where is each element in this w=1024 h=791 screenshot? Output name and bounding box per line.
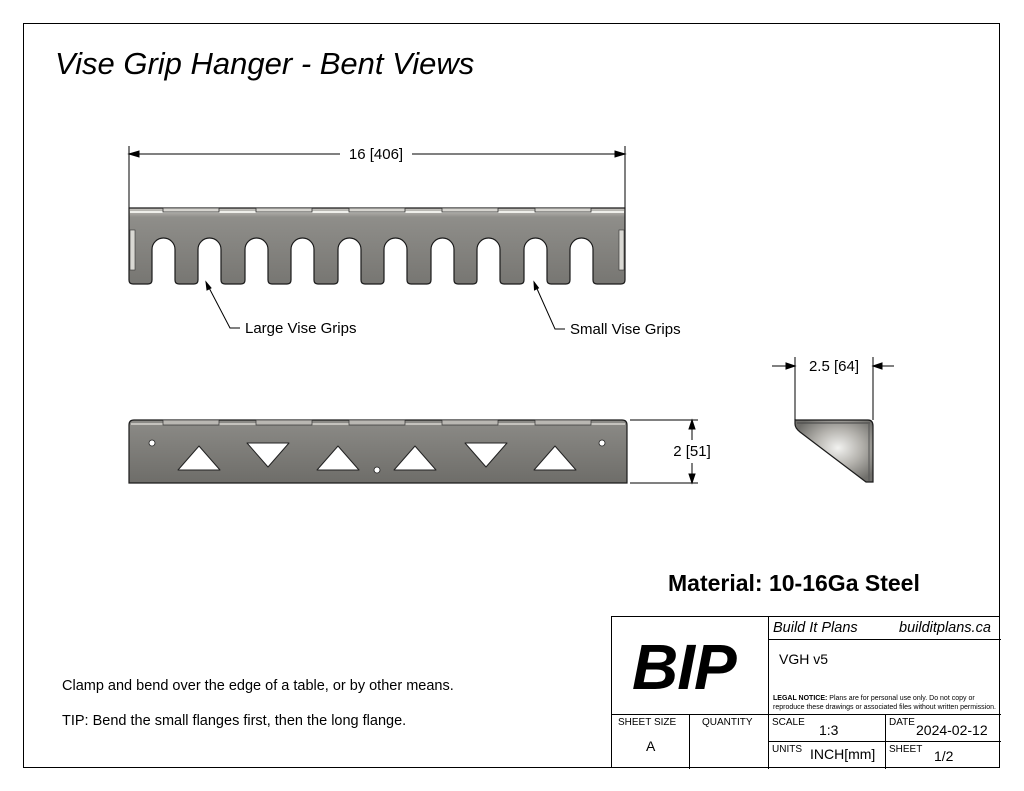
flange-tab — [535, 208, 591, 212]
drawing-title: Vise Grip Hanger - Bent Views — [55, 46, 475, 81]
dimension-depth-label: 2.5 [64] — [808, 358, 860, 375]
legal-notice — [773, 694, 996, 712]
top-view — [129, 208, 625, 284]
quantity-label: QUANTITY — [702, 717, 753, 728]
flange-tab — [442, 208, 498, 212]
note-tip: TIP: Bend the small flanges first, then the long flange. — [62, 713, 407, 729]
part-name: VGH v5 — [779, 651, 829, 667]
flange-tab — [349, 420, 405, 425]
flange-tab — [349, 208, 405, 212]
sheet-label: SHEET — [889, 744, 923, 755]
dimension-width-label: 16 [406] — [348, 146, 404, 163]
mount-hole-icon — [599, 440, 605, 446]
sheet-size-value: A — [646, 738, 656, 754]
callout-small-vise-grips: Small Vise Grips — [570, 321, 681, 338]
note-clamp: Clamp and bend over the edge of a table, or by other means. — [62, 678, 454, 694]
legal-notice-label: LEGAL NOTICE: — [773, 695, 828, 702]
units-value: INCH[mm] — [810, 746, 876, 762]
company-name: Build It Plans — [773, 620, 858, 636]
flange-tab — [535, 420, 591, 425]
mount-hole-icon — [374, 467, 380, 473]
legal-notice-text-2: reproduce these drawings or associated files without written permission. — [773, 704, 996, 711]
flange-tab — [256, 420, 312, 425]
scale-label: SCALE — [772, 717, 805, 728]
sheet-value: 1/2 — [934, 748, 954, 764]
company-logo: BIP — [632, 631, 736, 703]
dimension-height-label: 2 [51] — [673, 443, 711, 460]
flange-tab — [163, 208, 219, 212]
mount-hole-icon — [149, 440, 155, 446]
flange-tab — [256, 208, 312, 212]
scale-value: 1:3 — [819, 722, 839, 738]
title-block — [611, 616, 1000, 768]
date-value: 2024-02-12 — [916, 722, 988, 738]
sheet-size-label: SHEET SIZE — [618, 717, 677, 728]
material-spec: Material: 10-16Ga Steel — [668, 570, 920, 596]
callout-large-vise-grips: Large Vise Grips — [245, 320, 357, 337]
units-label: UNITS — [772, 744, 802, 755]
flange-tab — [163, 420, 219, 425]
legal-notice-text-1: Plans are for personal use only. Do not copy or — [827, 695, 975, 702]
flange-tab — [442, 420, 498, 425]
side-view — [795, 420, 873, 482]
front-view — [129, 420, 627, 483]
date-label: DATE — [889, 717, 915, 728]
company-website: builditplans.ca — [899, 620, 991, 636]
